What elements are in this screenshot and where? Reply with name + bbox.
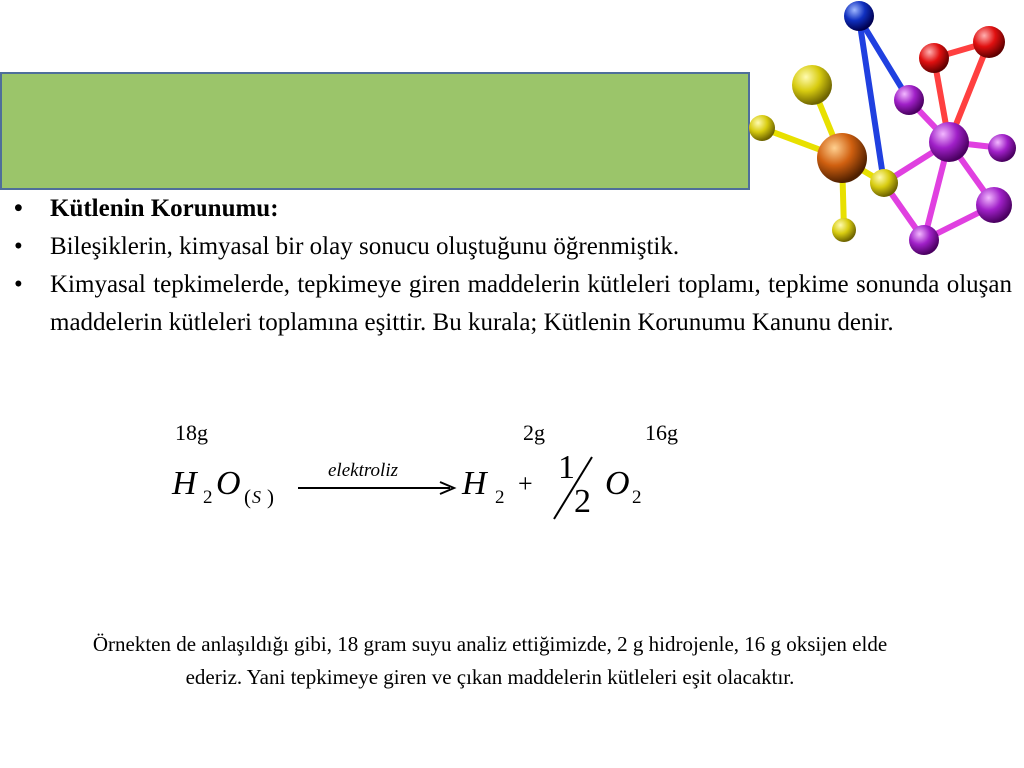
- title-bar: [0, 72, 750, 190]
- eq-h2: H: [462, 465, 487, 502]
- eq-frac-num: 1: [558, 449, 575, 486]
- chemical-equation: [170, 449, 690, 525]
- bullet-marker: •: [14, 233, 23, 260]
- bullet-marker: •: [14, 271, 23, 298]
- mass-oxygen: 16g: [645, 420, 678, 445]
- bullet-marker: •: [14, 195, 23, 222]
- bullet-item: [14, 228, 1012, 266]
- eq-o: O: [216, 465, 241, 502]
- eq-state: S: [252, 487, 261, 507]
- mass-hydrogen: 2g: [523, 420, 545, 445]
- eq-paren: (: [244, 485, 251, 509]
- eq-frac-den: 2: [574, 483, 591, 520]
- bullet-item: [14, 266, 1012, 342]
- bullet-list: [14, 190, 1012, 342]
- eq-sub: 2: [632, 487, 642, 508]
- eq-sub: 2: [203, 487, 213, 508]
- mass-reactant: 18g: [175, 420, 208, 445]
- eq-arrow-label: elektroliz: [328, 460, 398, 481]
- bullet-text: Kütlenin Korunumu:: [50, 195, 279, 222]
- eq-plus: +: [518, 469, 533, 498]
- eq-sub: 2: [495, 487, 505, 508]
- bullet-item: [14, 190, 1012, 228]
- bullet-text: Bileşiklerin, kimyasal bir olay sonucu oluştuğunu öğrenmiştik.: [50, 233, 680, 260]
- bullet-text: Kimyasal tepkimelerde, tepkimeye giren maddelerin kütleleri toplamı, tepkime sonunda oluşan maddelerin kütleleri toplamına eşittir. Bu kurala; Kütlenin Korunumu Kanunu denir.: [50, 271, 1012, 336]
- reaction-arrow-icon: [298, 481, 458, 495]
- explanation-caption: Örnekten de anlaşıldığı gibi, 18 gram suyu analiz ettiğimizde, 2 g hidrojenle, 16 g oksijen elde ederiz. Yani tepkimeye giren ve çıkan maddelerin kütleleri eşit olacaktır.: [92, 632, 888, 689]
- eq-o2: O: [605, 465, 630, 502]
- eq-h: H: [172, 465, 197, 502]
- eq-paren: ): [267, 485, 274, 509]
